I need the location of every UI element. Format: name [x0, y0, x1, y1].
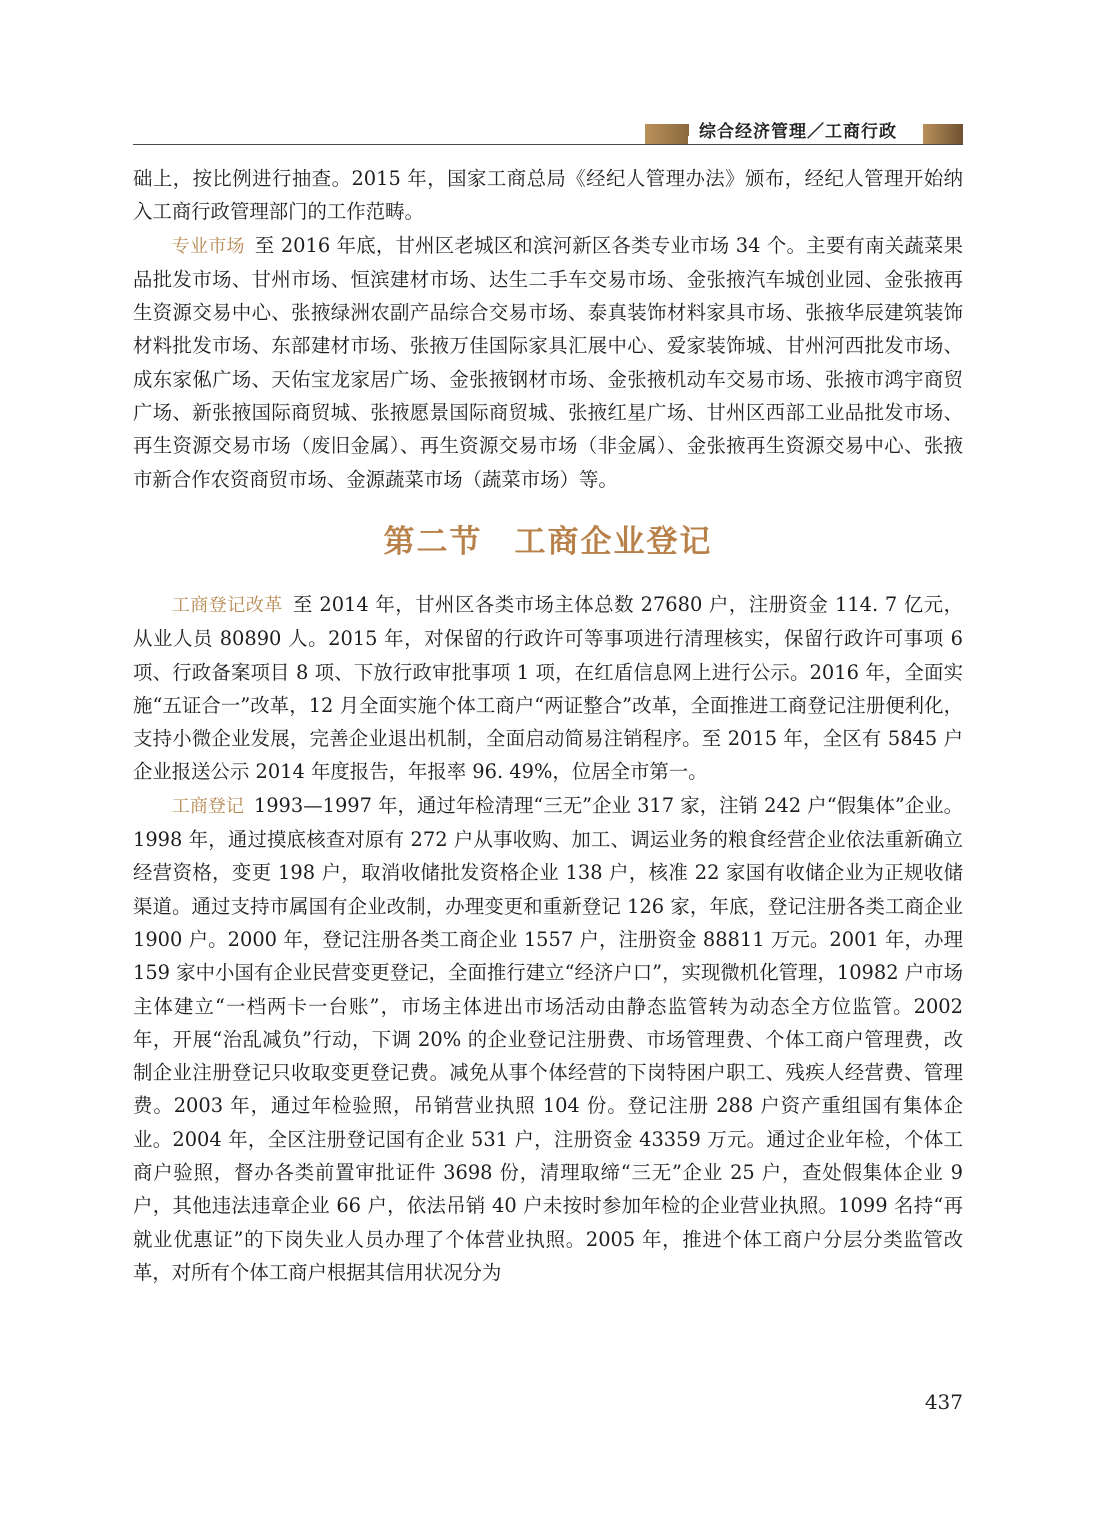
paragraph-keyword: 专业市场	[171, 235, 245, 257]
section-number: 第二节	[383, 523, 483, 560]
running-header-title: 综合经济管理／工商行政	[699, 122, 897, 142]
header-rule	[133, 144, 963, 145]
page-number: 437	[924, 1390, 963, 1414]
header-decor-bar-right	[923, 124, 963, 144]
paragraph-keyword: 工商登记	[171, 795, 244, 817]
header-decor-bar-left	[645, 124, 689, 144]
paragraph-text: 至 2014 年，甘州区各类市场主体总数 27680 户，注册资金 114. 7 亿元，从业人员 80890 人。2015 年，对保留的行政许可等事项进行清理核实，保留行政许可事项 6 项、行政备案项目 8 项、下放行政审批事项 1 项，在红盾信息网上进行公示。2016 年，全面实施“五证合一”改革，12 月全面实施个体工商户“两证整合”改革，全面推进工商登记注册便利化，支持小微企业发展，完善企业退出机制，全面启动简易注销程序。至 2015 年，全区有 5845 户企业报送公示 2014 年度报告，年报率 96. 49%，位居全市第一。	[133, 592, 963, 784]
paragraph-business-registration	[133, 789, 963, 1289]
running-header	[133, 120, 963, 146]
paragraph-continued	[133, 162, 963, 229]
body-text	[133, 162, 963, 1289]
paragraph-text: 础上，按比例进行抽查。2015 年，国家工商总局《经纪人管理办法》颁布，经纪人管理开始纳入工商行政管理部门的工作范畴。	[133, 167, 963, 224]
paragraph-registration-reform	[133, 588, 963, 789]
paragraph-keyword: 工商登记改革	[171, 594, 283, 616]
section-title: 工商企业登记	[514, 523, 713, 560]
section-heading	[133, 522, 963, 562]
paragraph-specialized-markets	[133, 229, 963, 496]
paragraph-text: 1993—1997 年，通过年检清理“三无”企业 317 家，注销 242 户“假集体”企业。1998 年，通过摸底核查对原有 272 户从事收购、加工、调运业务的粮食经营企业依法重新确立经营资格，变更 198 户，取消收储批发资格企业 138 户，核准 22 家国有收储企业为正规收储渠道。通过支持市属国有企业改制，办理变更和重新登记 126 家，年底，登记注册各类工商企业 1900 户。2000 年，登记注册各类工商企业 1557 户，注册资金 88811 万元。2001 年，办理 159 家中小国有企业民营变更登记，全面推行建立“经济户口”，实现微机化管理，10982 户市场主体建立“一档两卡一台账”，市场主体进出市场活动由静态监管转为动态全方位监管。2002 年，开展“治乱减负”行动，下调 20% 的企业登记注册费、市场管理费、个体工商户管理费，改制企业注册登记只收取变更登记费。减免从事个体经营的下岗特困户职工、残疾人经营费、管理费。2003 年，通过年检验照，吊销营业执照 104 份。登记注册 288 户资产重组国有集体企业。2004 年，全区注册登记国有企业 531 户，注册资金 43359 万元。通过企业年检，个体工商户验照，督办各类前置审批证件 3698 份，清理取缔“三无”企业 25 户，查处假集体企业 9 户，其他违法违章企业 66 户，依法吊销 40 户未按时参加年检的企业营业执照。1099 名持“再就业优惠证”的下岗失业人员办理了个体营业执照。2005 年，推进个体工商户分层分类监管改革，对所有个体工商户根据其信用状况分为	[133, 793, 964, 1284]
paragraph-text: 至 2016 年底，甘州区老城区和滨河新区各类专业市场 34 个。主要有南关蔬菜果品批发市场、甘州市场、恒滨建材市场、达生二手车交易市场、金张掖汽车城创业园、金张掖再生资源交易中心、张掖绿洲农副产品综合交易市场、泰真装饰材料家具市场、张掖华辰建筑装饰材料批发市场、东部建材市场、张掖万佳国际家具汇展中心、爱家装饰城、甘州河西批发市场、成东家俬广场、天佑宝龙家居广场、金张掖钢材市场、金张掖机动车交易市场、张掖市鸿宇商贸广场、新张掖国际商贸城、张掖愿景国际商贸城、张掖红星广场、甘州区西部工业品批发市场、再生资源交易市场（废旧金属）、再生资源交易市场（非金属）、金张掖再生资源交易中心、张掖市新合作农资商贸市场、金源蔬菜市场（蔬菜市场）等。	[133, 233, 963, 491]
